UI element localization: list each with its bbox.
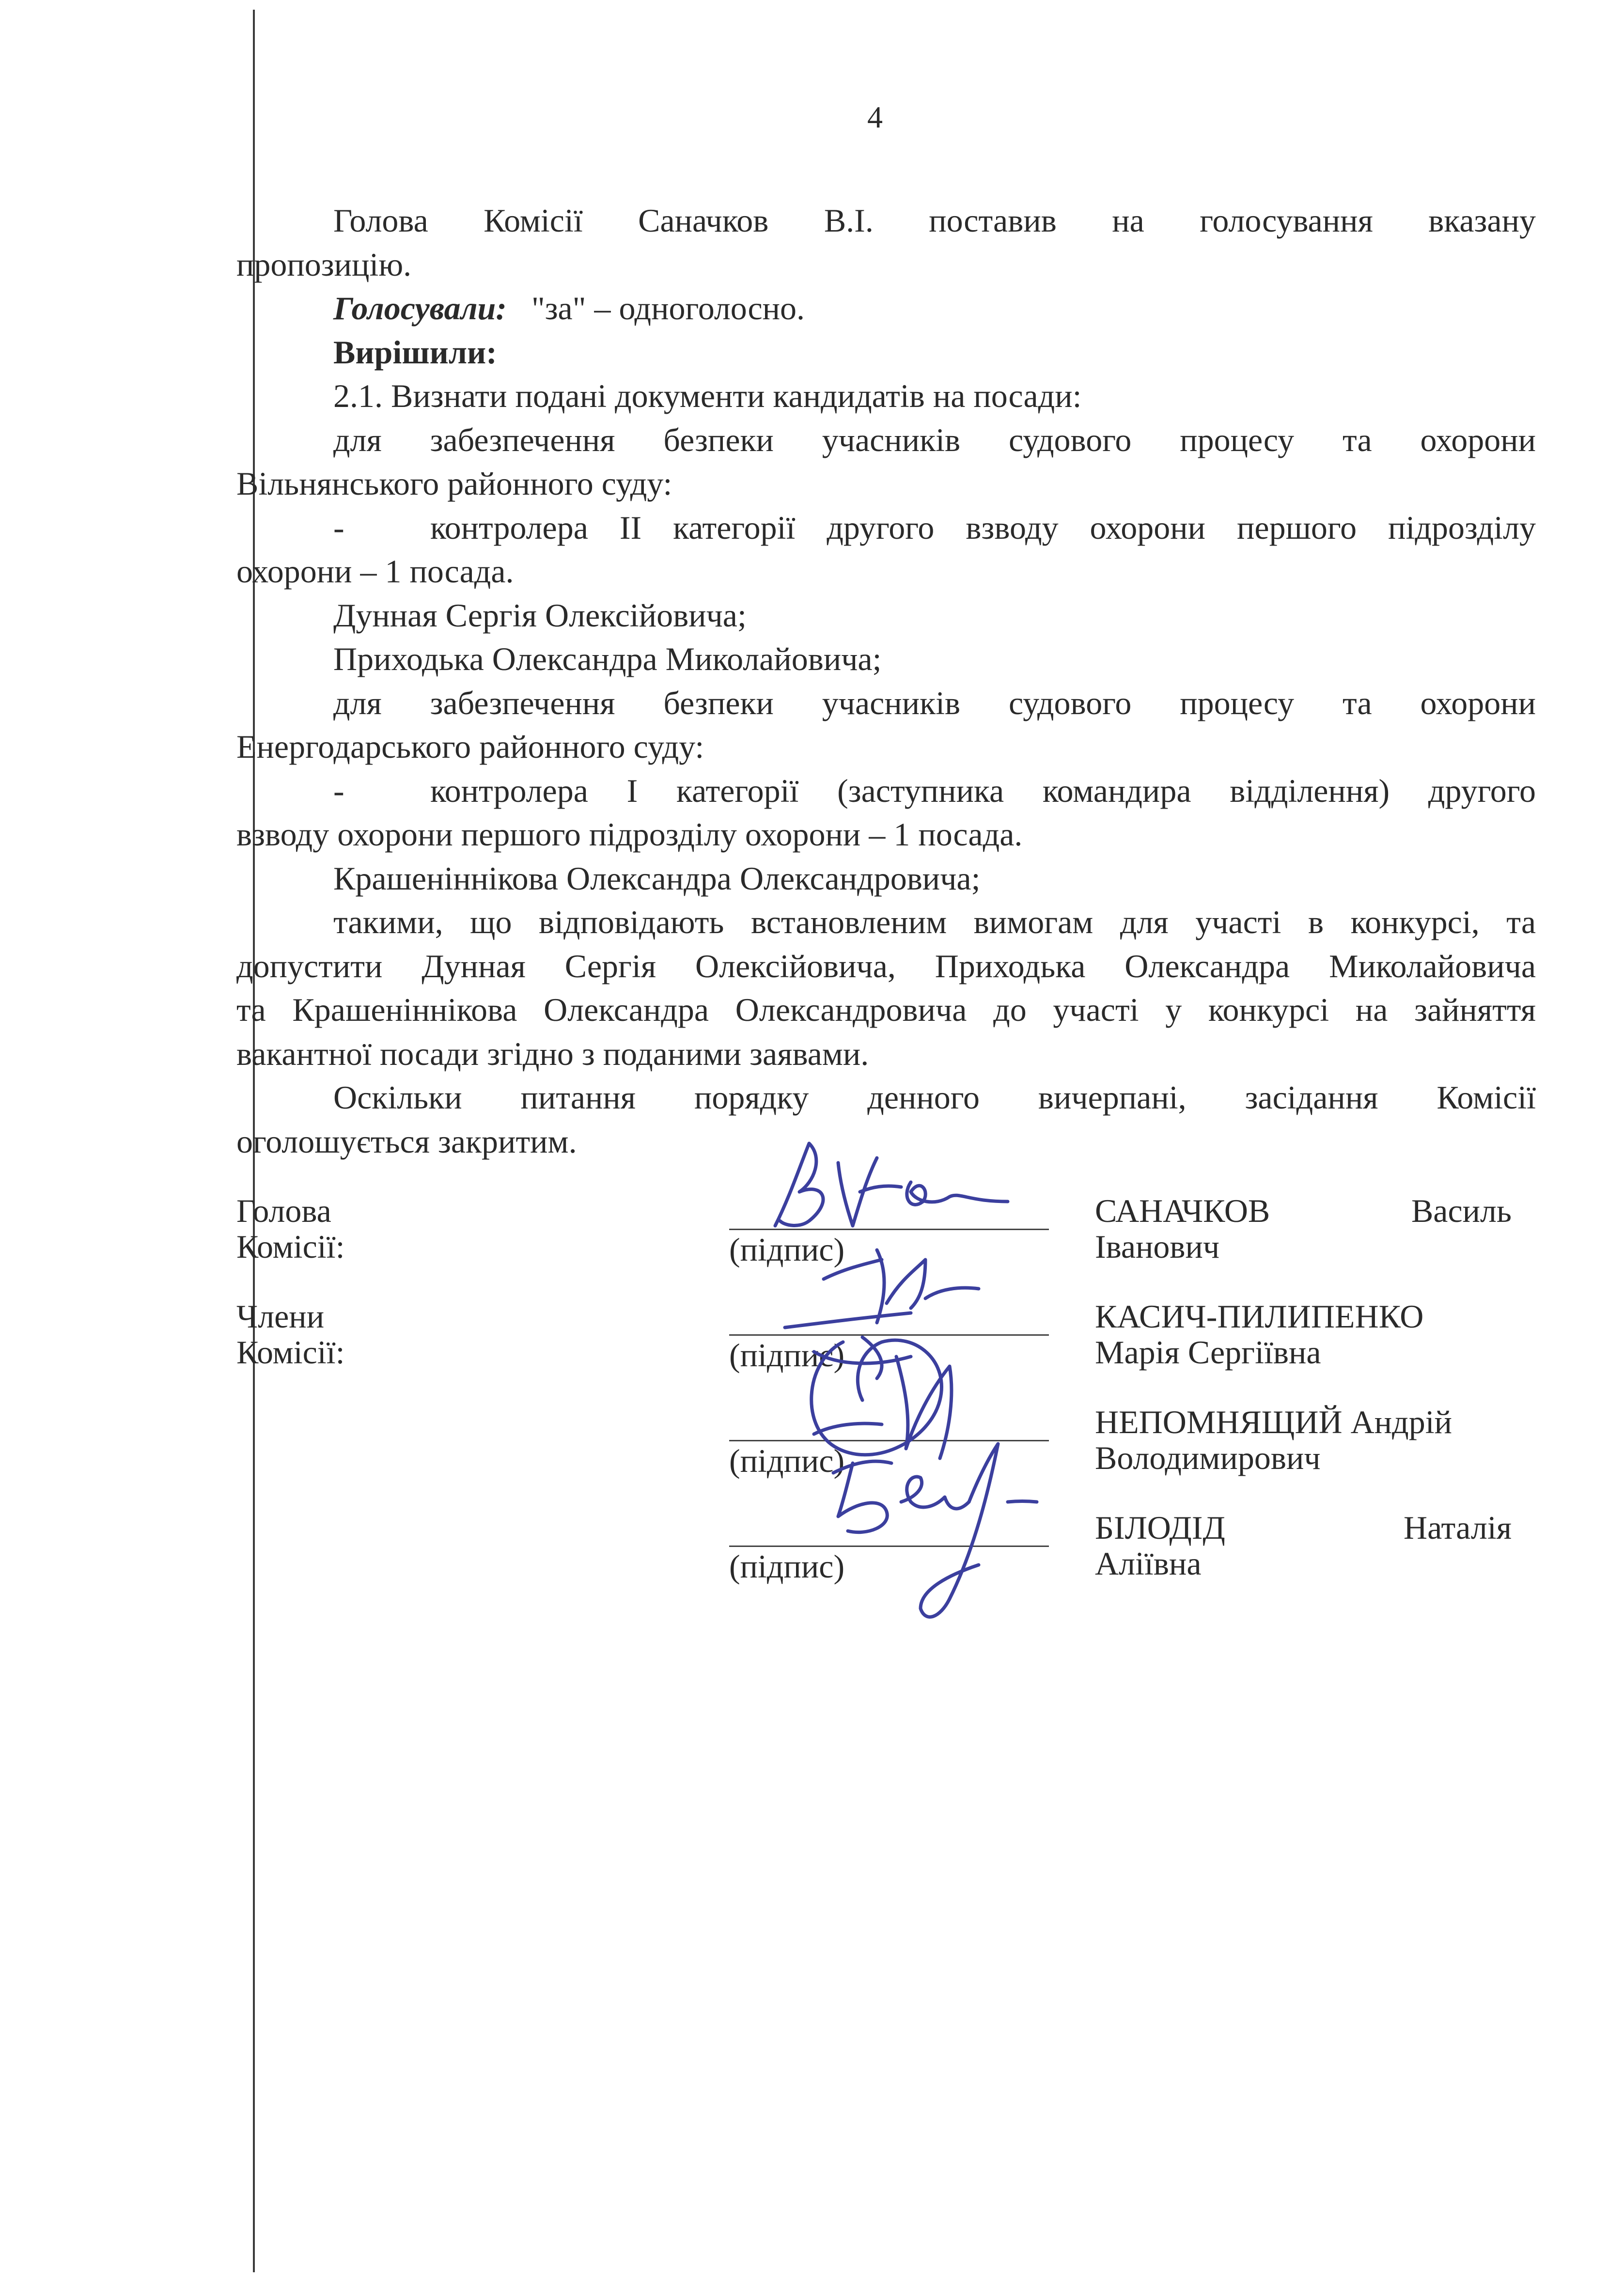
signature-caption: (підпис) xyxy=(729,1548,845,1585)
chair-name: САНАЧКОВ Василь Іванович xyxy=(1095,1192,1512,1265)
member-signature xyxy=(804,1405,1056,1628)
paragraph: оголошується закритим. xyxy=(236,1123,577,1160)
document-body xyxy=(236,199,1536,1163)
signature-caption: (підпис) xyxy=(729,1231,845,1268)
paragraph: Енергодарського районного суду: xyxy=(236,728,704,765)
paragraph: Вільнянського районного суду: xyxy=(236,465,672,502)
dash-item: - контролера II категорії другого взводу охорони першого підрозділу xyxy=(333,509,1536,546)
paragraph: вакантної посади згідно з поданими заявами. xyxy=(236,1035,869,1072)
paragraph: для забезпечення безпеки учасників судового процесу та охорони xyxy=(333,684,1536,721)
paragraph: 2.1. Визнати подані документи кандидатів на посади: xyxy=(333,377,1082,414)
page-number: 4 xyxy=(867,100,883,134)
paragraph: охорони – 1 посада. xyxy=(236,553,514,590)
voted-label: Голосували: xyxy=(333,290,507,327)
paragraph: такими, що відповідають встановленим вимогам для участі в конкурсі, та xyxy=(333,904,1536,940)
member-name: БІЛОДІД Наталія Аліївна xyxy=(1095,1509,1512,1582)
member-name: КАСИЧ-ПИЛИПЕНКО Марія Сергіївна xyxy=(1095,1298,1424,1371)
paragraph: Голова Комісії Саначков В.І. поставив на голосування вказану xyxy=(333,202,1536,239)
candidate-name: Дунная Сергія Олексійовича; xyxy=(333,596,747,634)
member-name: НЕПОМНЯЩИЙ Андрій Володимирович xyxy=(1095,1404,1452,1476)
members-label: Члени Комісії: xyxy=(236,1298,345,1371)
chair-label: Голова Комісії: xyxy=(236,1192,345,1265)
dash-item: - контролера I категорії (заступника командира відділення) другого xyxy=(333,772,1536,809)
candidate-name: Крашеніннікова Олександра Олександровича; xyxy=(333,859,981,897)
signature-caption: (підпис) xyxy=(729,1442,845,1479)
voted-value: "за" – одноголосно. xyxy=(531,290,805,327)
paragraph: та Крашеніннікова Олександра Олександровича до участі у конкурсі на зайняття xyxy=(236,991,1536,1028)
paragraph: допустити Дунная Сергія Олексійовича, Приходька Олександра Миколайовича xyxy=(236,947,1536,984)
paragraph: пропозицію. xyxy=(236,246,412,283)
signature-caption: (підпис) xyxy=(729,1337,845,1374)
paragraph: Оскільки питання порядку денного вичерпані, засідання Комісії xyxy=(333,1079,1536,1116)
decided-label: Вирішили: xyxy=(333,333,497,371)
paragraph: для забезпечення безпеки учасників судового процесу та охорони xyxy=(333,421,1536,458)
voting-line xyxy=(236,286,1536,330)
paragraph: взводу охорони першого підрозділу охорони – 1 посада. xyxy=(236,816,1023,853)
chair-signature xyxy=(756,1129,1027,1240)
candidate-name: Приходька Олександра Миколайовича; xyxy=(333,640,882,677)
